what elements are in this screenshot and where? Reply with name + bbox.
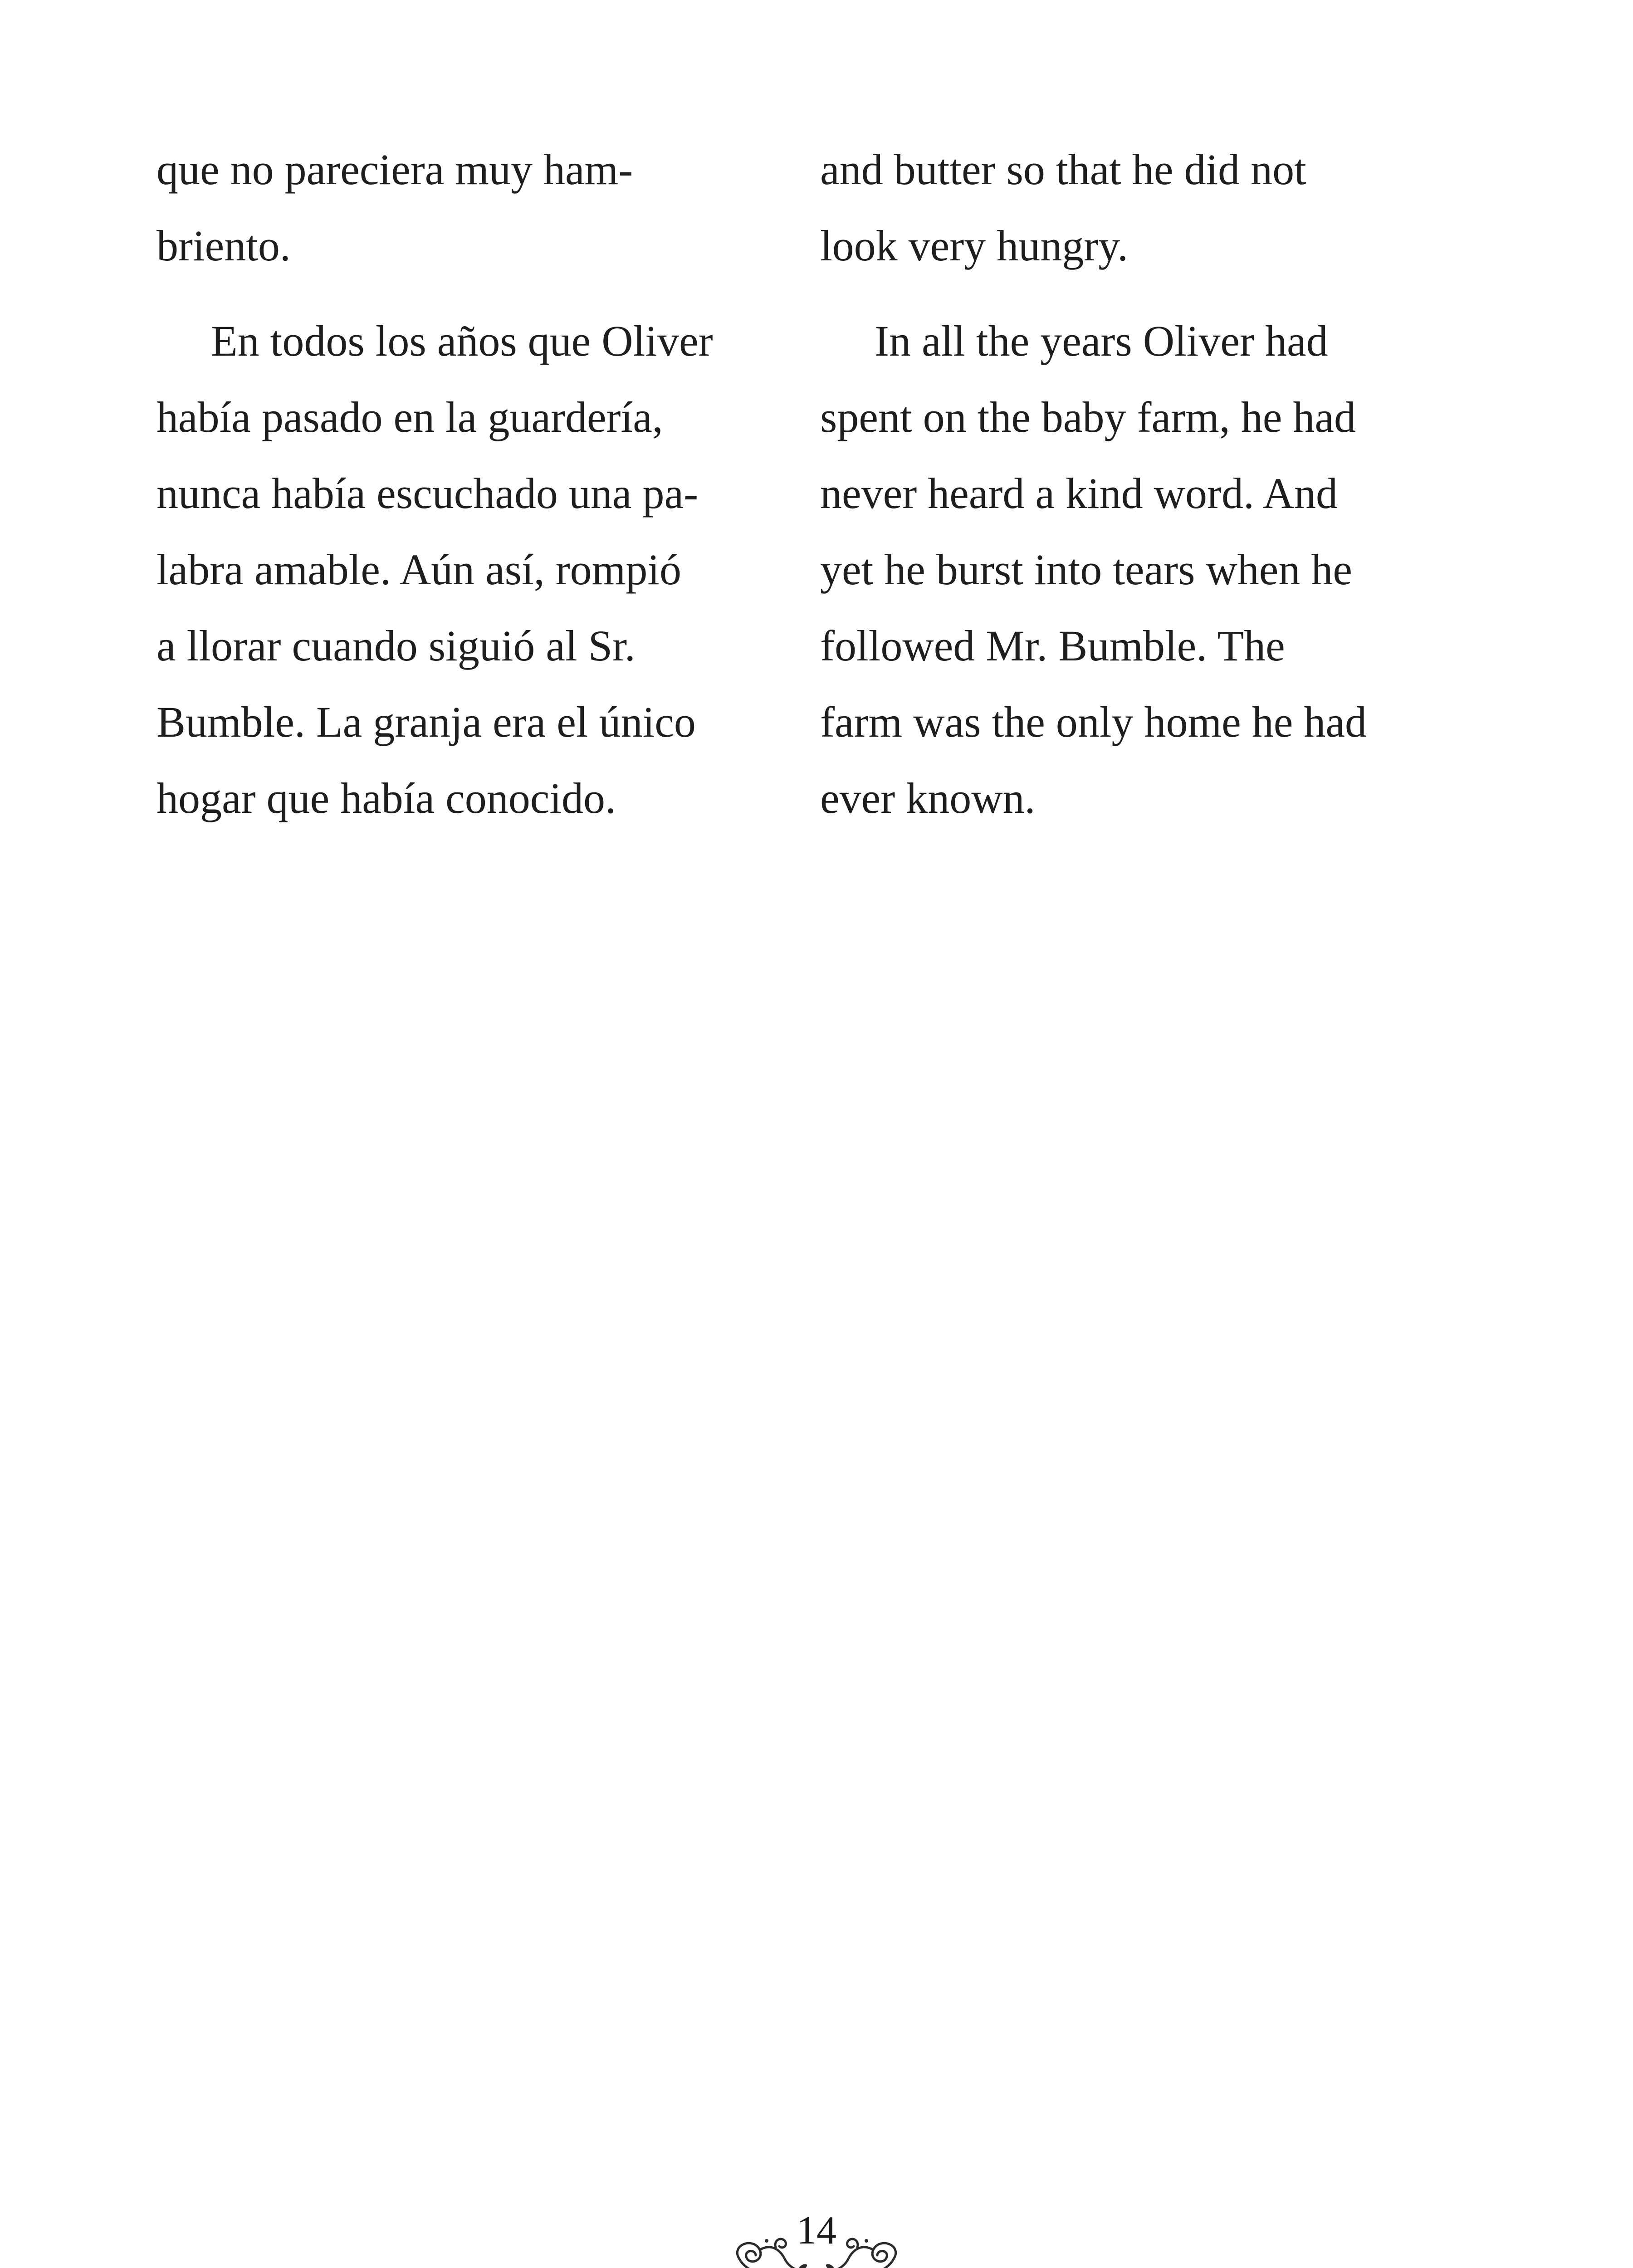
spanish-paragraph-continuation: que no pareciera muy ham- briento. <box>156 145 633 270</box>
spanish-paragraph: En todos los años que Oliver había pasado en la guardería, nunca había escuchado una pa- labra amable. Aún así, rompió a llorar cuando siguió al Sr. Bumble. La granja era el único hogar que había conocido. <box>156 317 713 822</box>
english-text-column <box>820 132 1446 836</box>
english-paragraph: In all the years Oliver had spent on the baby farm, he had never heard a kind word. And yet he burst into tears when he followed Mr. Bumble. The farm was the only home he had ever known. <box>820 317 1367 822</box>
page-number: 14 <box>797 2209 836 2253</box>
page-footer <box>721 2204 912 2268</box>
english-paragraph-continuation: and butter so that he did not look very hungry. <box>820 145 1306 270</box>
spanish-text-column <box>156 132 782 836</box>
